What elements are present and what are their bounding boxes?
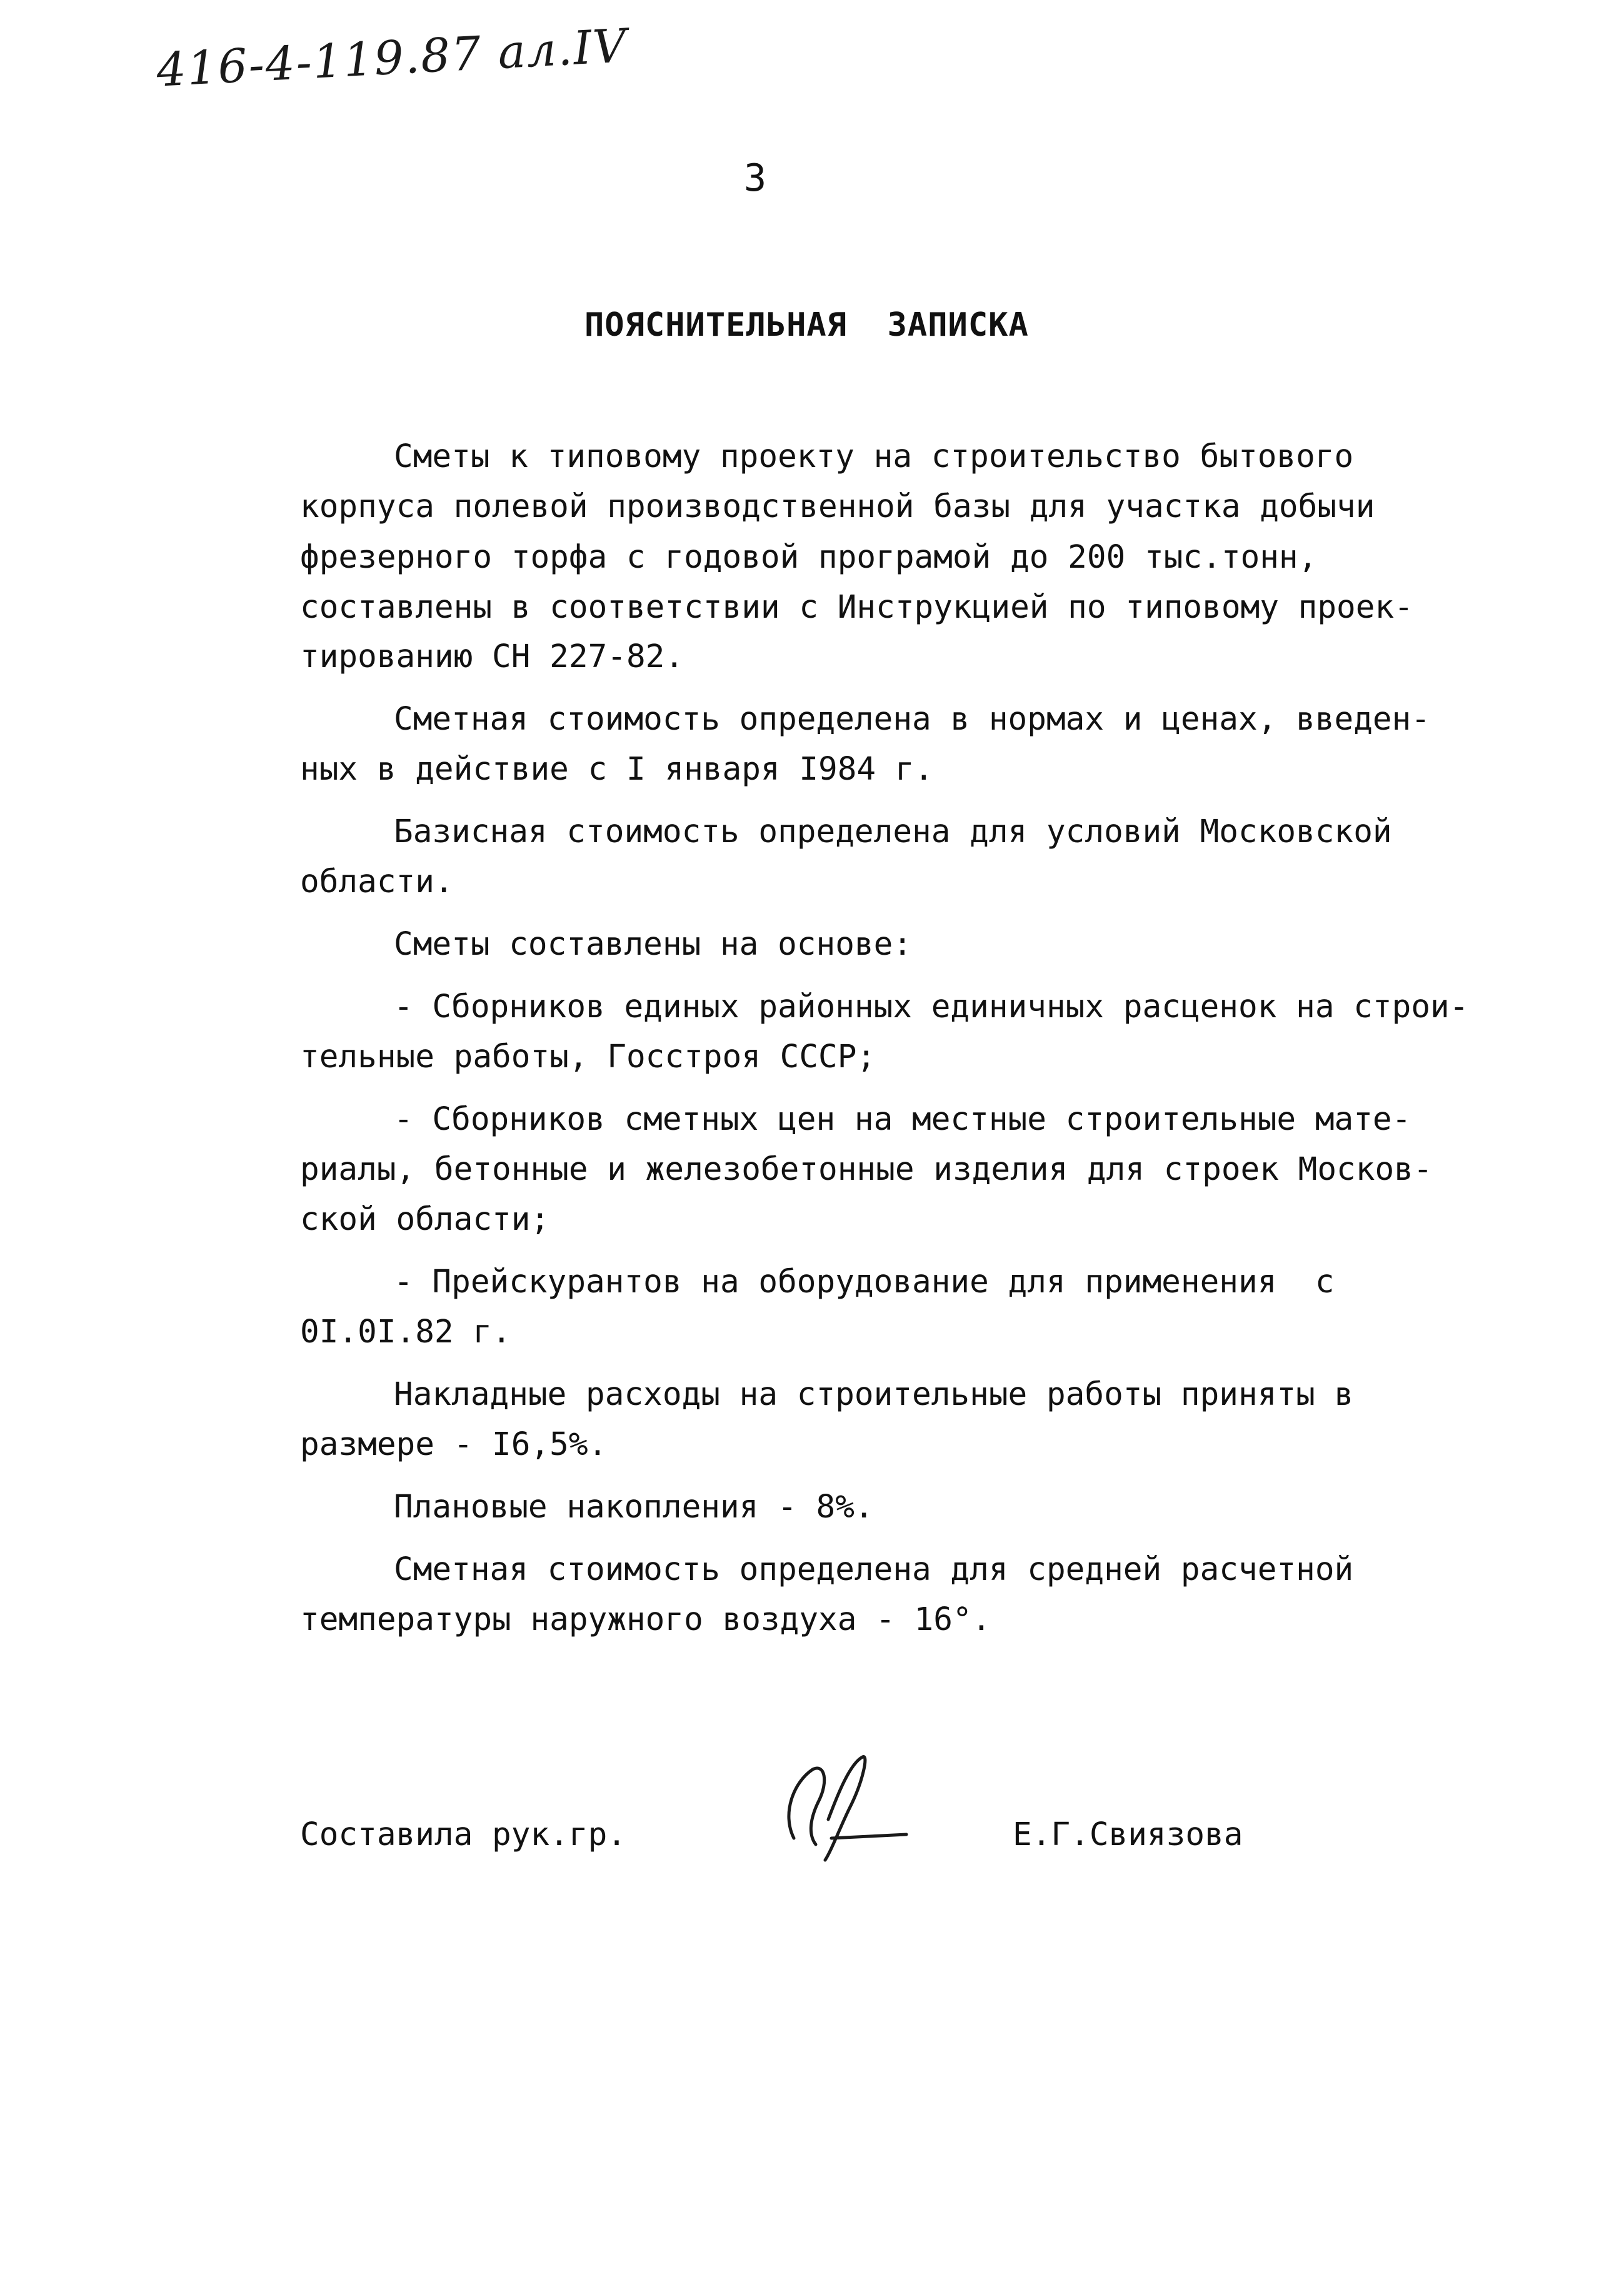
body-line: Накладные расходы на строительные работы приняты в: [394, 1376, 1354, 1413]
body-line: тельные работы, Госстроя СССР;: [300, 1039, 876, 1075]
body-line: размере - I6,5%.: [300, 1426, 608, 1463]
body-line: температуры наружного воздуха - 16°.: [300, 1601, 991, 1638]
body-line: - Прейскурантов на оборудование для применения с: [394, 1264, 1335, 1300]
body-line: тированию СН 227-82.: [300, 638, 684, 675]
body-line: Плановые накопления - 8%.: [394, 1489, 874, 1526]
body-line: ской области;: [300, 1201, 550, 1238]
signature-label: Составила рук.гр.: [300, 1816, 626, 1853]
body-line: Сметная стоимость определена для средней расчетной: [394, 1551, 1354, 1588]
body-line: составлены в соответствии с Инструкцией по типовому проек-: [300, 589, 1413, 626]
body-line: корпуса полевой производственной базы для участка добычи: [300, 488, 1375, 525]
handwritten-document-reference: 416-4-119.87 ал.IV: [155, 19, 629, 98]
body-line: Сметы к типовому проекту на строительство бытового: [394, 438, 1354, 475]
body-line: - Сборников единых районных единичных расценок на строи-: [394, 989, 1469, 1025]
body-line: Базисная стоимость определена для условий Московской: [394, 813, 1392, 850]
signatory-name: Е.Г.Свиязова: [1013, 1816, 1243, 1853]
body-line: ных в действие с I января I984 г.: [300, 751, 934, 788]
body-line: - Сборников сметных цен на местные строительные мате-: [394, 1101, 1411, 1138]
body-line: 0I.0I.82 г.: [300, 1314, 511, 1351]
body-line: Сметная стоимость определена в нормах и ценах, введен-: [394, 701, 1431, 738]
body-line: риалы, бетонные и железобетонные изделия для строек Москов-: [300, 1151, 1433, 1188]
body-line: области.: [300, 863, 454, 900]
body-line: Сметы составлены на основе:: [394, 926, 913, 963]
body-line: фрезерного торфа с годовой програмой до 200 тыс.тонн,: [300, 539, 1318, 576]
page-title: ПОЯСНИТЕЛЬНАЯ ЗАПИСКА: [584, 306, 1029, 344]
page-number: 3: [744, 156, 767, 200]
handwritten-signature-icon: [769, 1744, 913, 1869]
